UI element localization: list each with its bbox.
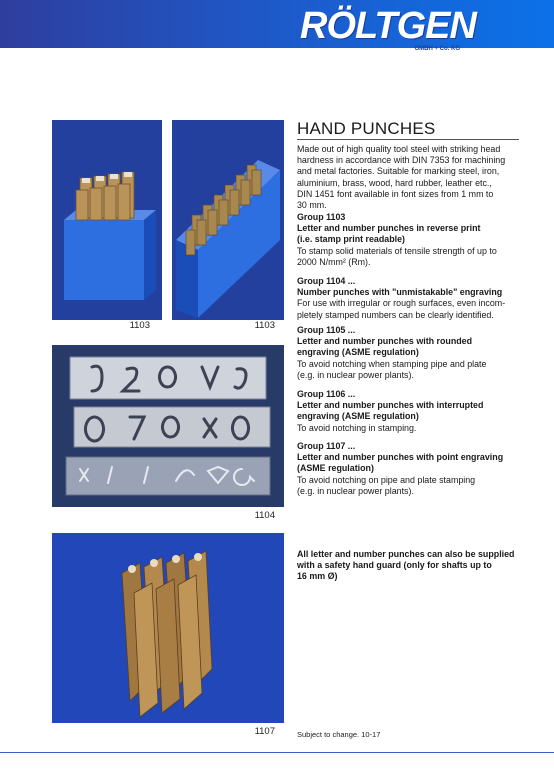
intro-line: Made out of high quality tool steel with striking head <box>297 144 501 154</box>
caption-1103-b: 1103 <box>254 320 275 331</box>
group-text: To avoid notching on pipe and plate stamping <box>297 474 476 485</box>
guard-line: 16 mm Ø) <box>297 571 338 582</box>
photo-punch-set-large <box>172 120 284 320</box>
group-1103 <box>297 212 527 268</box>
group-subheading: Letter and number punches with rounded <box>297 336 473 347</box>
group-subheading: Letter and number punches with interrupted <box>297 400 484 411</box>
footer-note: Subject to change. 10-17 <box>297 730 381 739</box>
caption-1103-a: 1103 <box>129 320 150 331</box>
group-subheading: engraving (ASME regulation) <box>297 411 419 422</box>
group-subheading: Letter and number punches in reverse print <box>297 223 481 234</box>
group-1105 <box>297 325 527 381</box>
caption-1107: 1107 <box>254 726 275 737</box>
page-title: HAND PUNCHES <box>297 119 436 138</box>
group-heading: Group 1107 ... <box>297 441 356 451</box>
group-text: pletely stamped numbers can be clearly identified. <box>297 309 494 320</box>
punch-set-large-illustration <box>172 120 284 320</box>
group-1104 <box>297 276 527 321</box>
photo-punch-set-small <box>52 120 162 320</box>
group-subheading: engraving (ASME regulation) <box>297 347 419 358</box>
group-subheading: Letter and number punches with point engraving <box>297 452 504 463</box>
point-punches-illustration <box>52 533 284 723</box>
intro-line: and metal factories. Suitable for marking steel, iron, <box>297 166 500 177</box>
logo-text: RÖLTGEN <box>300 5 476 47</box>
title-divider <box>297 139 519 140</box>
stamped-samples-illustration <box>52 345 284 507</box>
group-heading: Group 1105 ... <box>297 325 356 335</box>
company-logo <box>300 5 476 52</box>
group-text: (e.g. in nuclear power plants). <box>297 485 414 496</box>
group-1107 <box>297 441 527 497</box>
group-text: To avoid notching in stamping. <box>297 422 417 433</box>
group-heading: Group 1106 ... <box>297 389 356 399</box>
group-text: For use with irregular or rough surfaces, even incom- <box>297 298 506 309</box>
group-text: To avoid notching when stamping pipe and plate <box>297 358 487 369</box>
safety-guard-note <box>297 549 527 583</box>
intro-paragraph <box>297 144 527 211</box>
intro-line: DIN 1451 font available in font sizes from 1 mm to <box>297 188 494 199</box>
group-text: To stamp solid materials of tensile strength of up to <box>297 245 497 256</box>
bottom-divider <box>0 752 554 753</box>
logo-subtitle: GMBH + Co. KG <box>414 46 460 52</box>
group-subheading: Number punches with "unmistakable" engraving <box>297 287 503 298</box>
caption-1104: 1104 <box>254 510 275 521</box>
intro-line: aluminium, brass, wood, hard rubber, leather etc., <box>297 177 492 188</box>
group-subheading: (i.e. stamp print readable) <box>297 234 406 245</box>
group-heading: Group 1103 <box>297 212 346 222</box>
guard-line: with a safety hand guard (only for shafts up to <box>297 560 492 571</box>
group-text: (e.g. in nuclear power plants). <box>297 369 414 380</box>
group-subheading: (ASME regulation) <box>297 463 374 474</box>
photo-stamped-samples <box>52 345 284 507</box>
group-text: 2000 N/mm² (Rm). <box>297 256 371 267</box>
guard-line: All letter and number punches can also be supplied <box>297 549 515 559</box>
intro-line: 30 mm. <box>297 200 327 211</box>
intro-line: hardness in accordance with DIN 7353 for machining <box>297 155 506 166</box>
photo-point-engraving-punches <box>52 533 284 723</box>
group-1106 <box>297 389 527 434</box>
group-heading: Group 1104 ... <box>297 276 356 286</box>
punch-set-small-illustration <box>52 120 162 320</box>
